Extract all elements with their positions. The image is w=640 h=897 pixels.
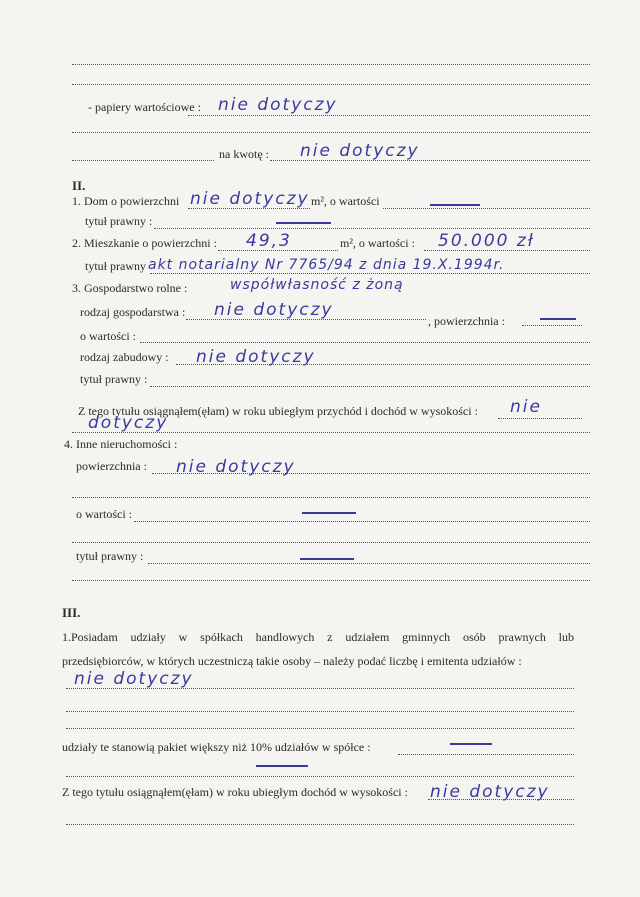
farm-worth-label: o wartości : [80, 329, 136, 343]
blank-line [72, 497, 590, 498]
blank-line [72, 132, 590, 133]
farm-kind-label: rodzaj gospodarstwa : [80, 305, 186, 319]
securities-label: - papiery wartościowe : [88, 100, 201, 114]
farm-title-label: tytuł prawny : [80, 372, 148, 386]
amount-label: na kwotę : [219, 147, 269, 161]
blank-line [72, 542, 590, 543]
farm-label: 3. Gospodarstwo rolne : [72, 281, 188, 295]
farm-income-value-1: nie [510, 397, 542, 417]
house-label: 1. Dom o powierzchni [72, 194, 180, 208]
flat-title-label: tytuł prawny [85, 259, 146, 273]
pakiet-dash [450, 743, 492, 745]
house-title-line [154, 228, 590, 229]
farm-build-value: nie dotyczy [196, 347, 316, 367]
farm-area-dash [540, 318, 576, 320]
securities-line [188, 115, 590, 116]
other-area-label: powierzchnia : [76, 459, 147, 473]
flat-title-note: współwłasność z żoną [230, 277, 404, 293]
farm-income-value-2: dotyczy [88, 413, 169, 433]
farm-title-line [150, 386, 590, 387]
farm-kind-value: nie dotyczy [214, 300, 334, 320]
amount-lead-line [72, 160, 214, 161]
other-area-value: nie dotyczy [176, 457, 296, 477]
other-worth-label: o wartości : [76, 507, 132, 521]
house-value-line [383, 208, 590, 209]
flat-label: 2. Mieszkanie o powierzchni : [72, 236, 217, 250]
blank-dash [256, 765, 308, 767]
pakiet-line [398, 754, 574, 755]
house-value-label: m², o wartości [311, 194, 380, 208]
securities-value: nie dotyczy [218, 95, 338, 115]
flat-value: 50.000 zł [438, 231, 535, 251]
blank-line [72, 84, 590, 85]
pakiet-label: udziały te stanowią pakiet większy niż 10% udziałów w spółce : [62, 740, 371, 754]
blank-line [66, 776, 574, 777]
house-title-dash [276, 222, 331, 224]
income-label: Z tego tytułu osiągnąłem(ęłam) w roku ubiegłym dochód w wysokości : [62, 785, 408, 799]
farm-income-label: Z tego tytułu osiągnąłem(ęłam) w roku ubiegłym przychód i dochód w wysokości : [78, 404, 478, 418]
other-worth-line [134, 521, 590, 522]
blank-line [66, 728, 574, 729]
other-title-label: tytuł prawny : [76, 549, 144, 563]
farm-build-label: rodzaj zabudowy : [80, 350, 169, 364]
other-title-dash [300, 558, 354, 560]
flat-title-value: akt notarialny Nr 7765/94 z dnia 19.X.1994r. [148, 257, 505, 273]
farm-area-label: , powierzchnia : [428, 314, 505, 328]
house-title-label: tytuł prawny : [85, 214, 153, 228]
section-heading: II. [72, 178, 86, 193]
blank-line [66, 824, 574, 825]
shares-value: nie dotyczy [74, 669, 194, 689]
blank-line [72, 580, 590, 581]
farm-area-line [522, 325, 582, 326]
farm-worth-line [140, 342, 590, 343]
other-label: 4. Inne nieruchomości : [64, 437, 178, 451]
shares-text-line-2: przedsiębiorców, w których uczestniczą takie osoby – należy podać liczbę i emitenta udziałów : [62, 654, 522, 668]
blank-line [66, 711, 574, 712]
flat-area-value: 49,3 [246, 231, 292, 251]
section-heading: III. [62, 605, 81, 620]
blank-line [72, 64, 590, 65]
house-value-dash [430, 204, 480, 206]
income-value: nie dotyczy [430, 782, 550, 802]
house-area-value: nie dotyczy [190, 189, 310, 209]
shares-text-line-1: 1.Posiadam udziały w spółkach handlowych z udziałem gminnych osób prawnych lub [62, 630, 574, 644]
farm-income-line [498, 418, 582, 419]
flat-value-label: m², o wartości : [340, 236, 415, 250]
other-worth-dash [302, 512, 356, 514]
amount-value: nie dotyczy [300, 141, 420, 161]
other-title-line [148, 563, 590, 564]
